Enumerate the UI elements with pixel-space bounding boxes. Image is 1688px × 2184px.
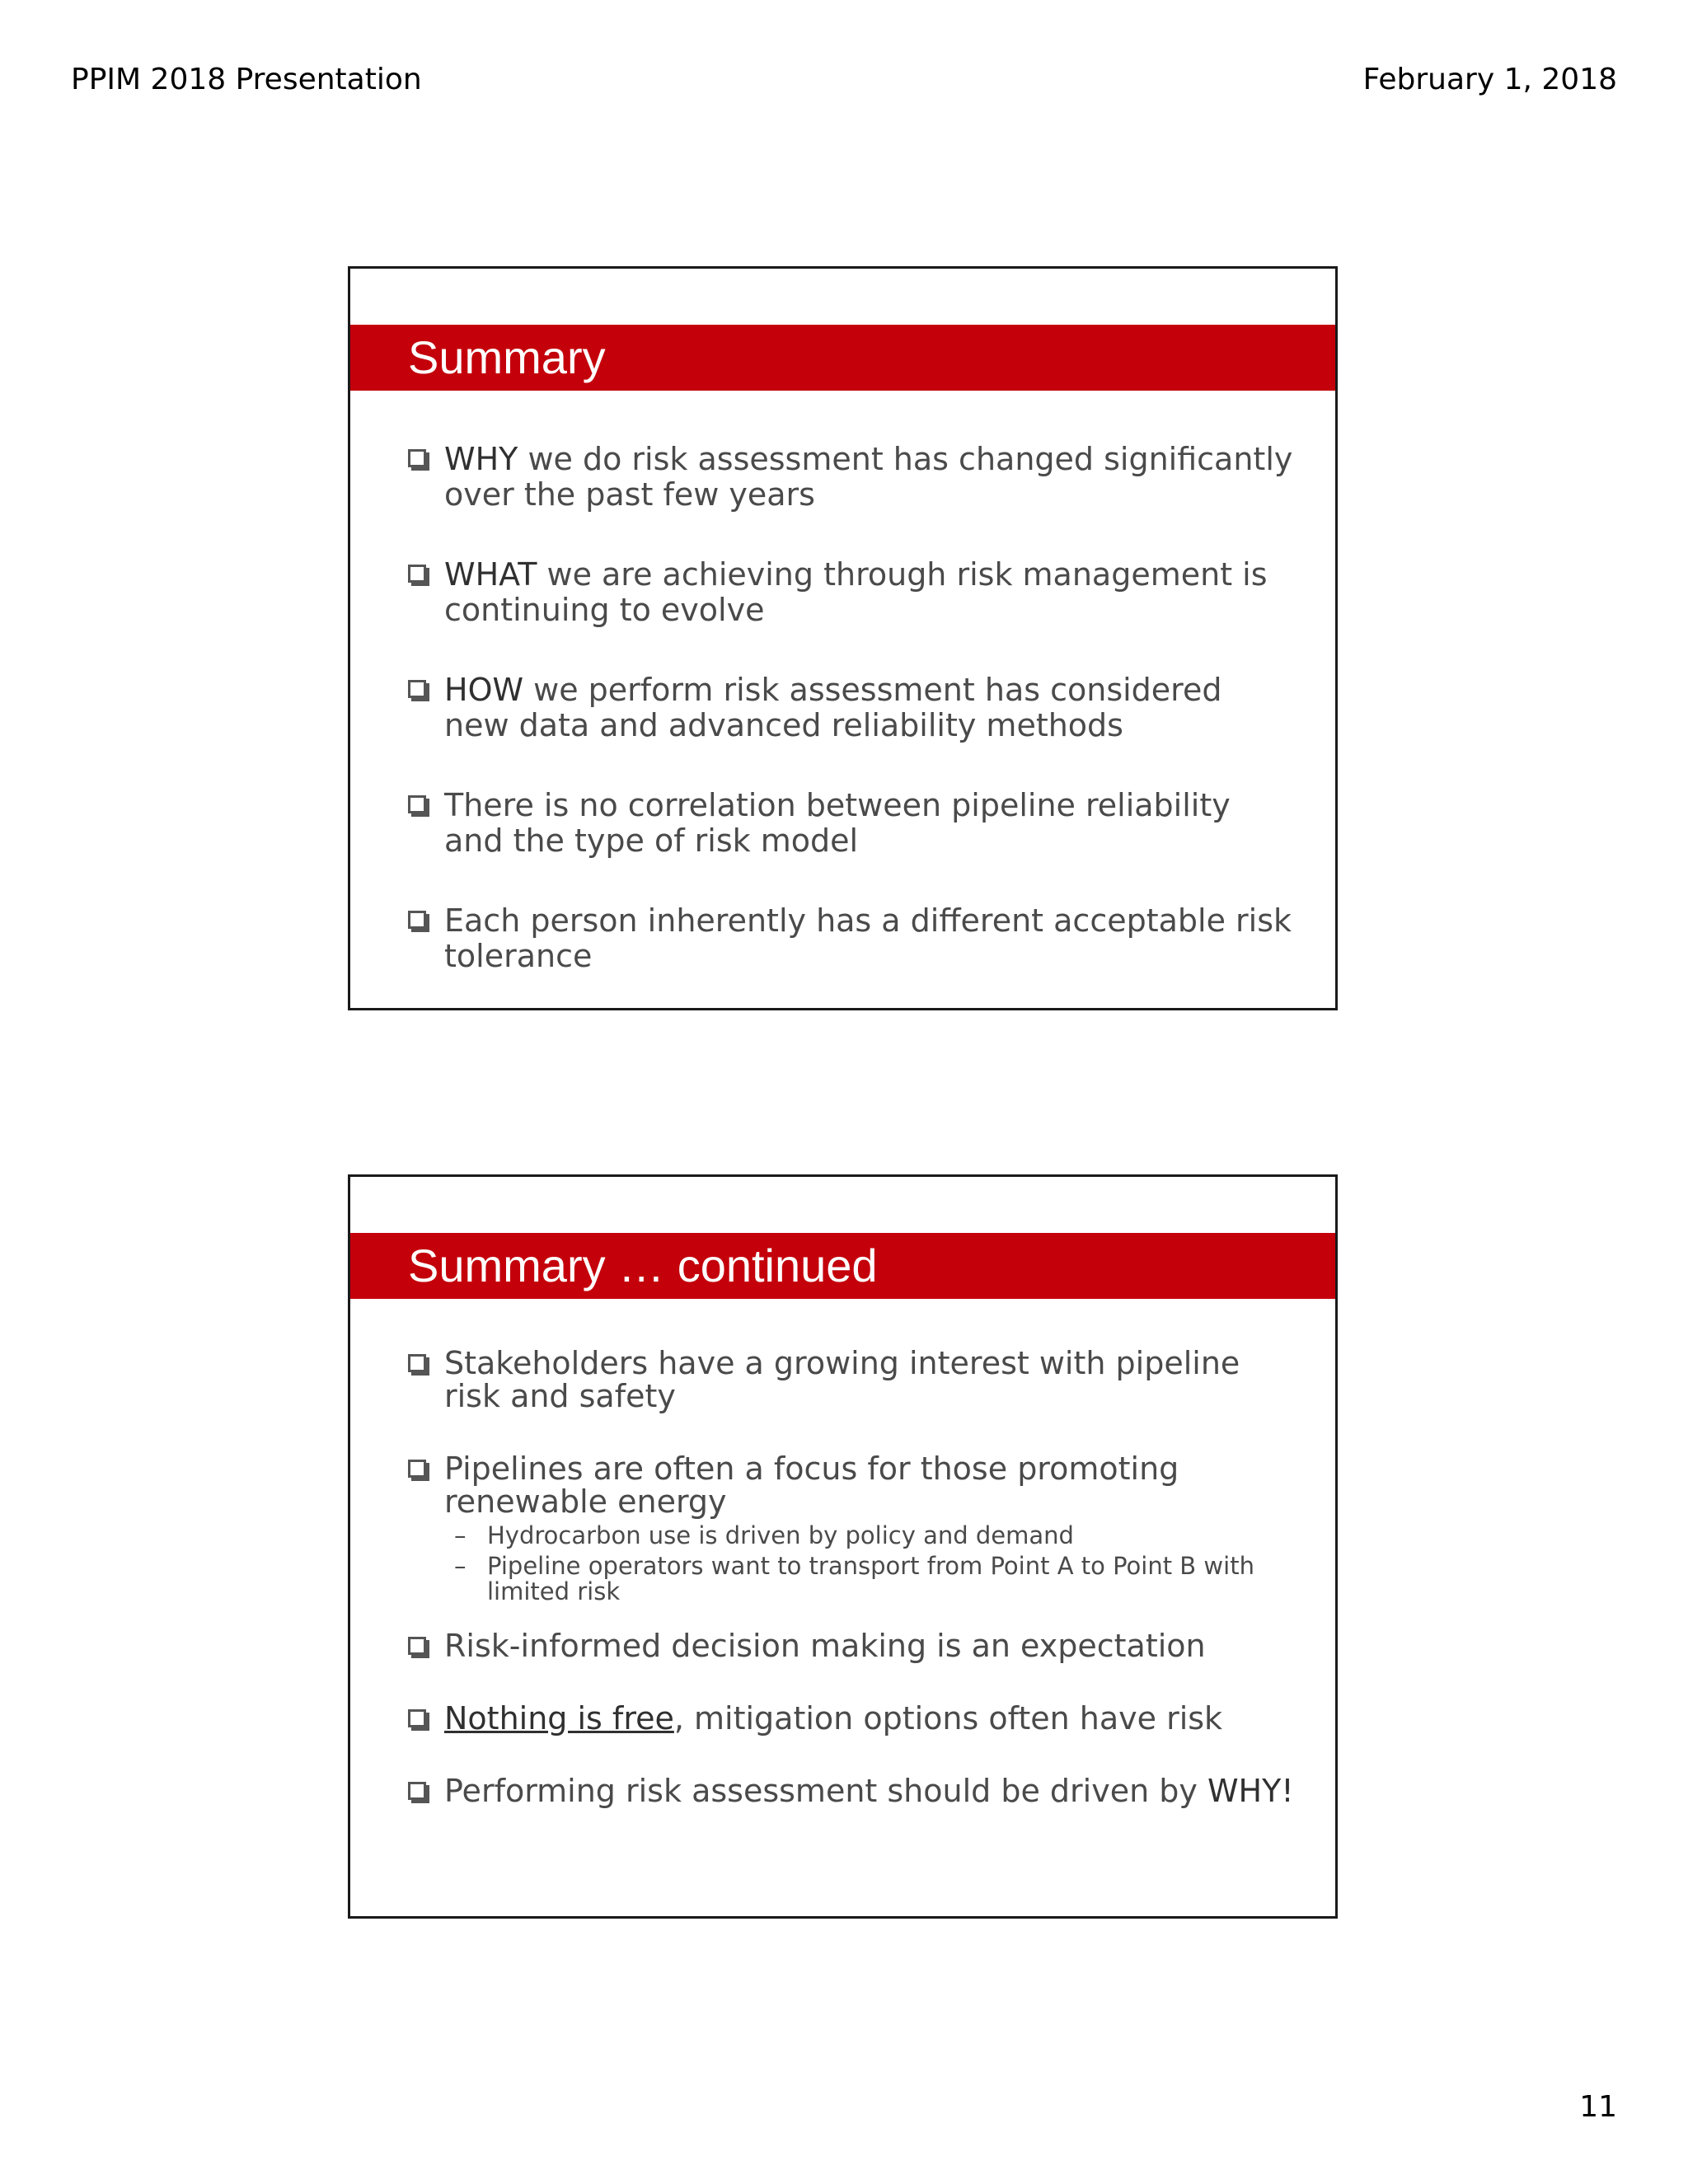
bullet-list: [408, 442, 1294, 1019]
list-item: [408, 1629, 1294, 1662]
slide-title: Summary: [408, 331, 606, 383]
page-header-date: February 1, 2018: [1362, 63, 1617, 96]
bullet-text: Pipelines are often a focus for those promoting renewable energy: [444, 1451, 1179, 1520]
checkbox-bullet-icon: [408, 565, 426, 583]
list-item: [408, 903, 1294, 974]
page-header-title: PPIM 2018 Presentation: [71, 63, 422, 96]
sub-list-item: [444, 1554, 1294, 1605]
bullet-list: [408, 1347, 1294, 1847]
bullet-text: we perform risk assessment has considered new data and advanced reliability methods: [444, 672, 1222, 743]
slide-title-bar: [350, 1233, 1335, 1299]
sub-bullet-text: Hydrocarbon use is driven by policy and demand: [487, 1521, 1074, 1549]
bullet-text: we do risk assessment has changed significantly over the past few years: [444, 441, 1293, 513]
list-item: [408, 557, 1294, 628]
list-item: [408, 1347, 1294, 1413]
slide-summary-continued: [348, 1174, 1338, 1919]
list-item: [408, 673, 1294, 743]
bullet-text: Stakeholders have a growing interest with pipeline risk and safety: [444, 1345, 1240, 1414]
checkbox-bullet-icon: [408, 1709, 426, 1727]
bullet-lead: Nothing is free: [444, 1700, 674, 1736]
slide-summary: [348, 266, 1338, 1010]
sub-list-item: [444, 1523, 1294, 1549]
checkbox-bullet-icon: [408, 1782, 426, 1800]
checkbox-bullet-icon: [408, 449, 426, 467]
list-item: [408, 1702, 1294, 1735]
dash-icon: –: [454, 1521, 467, 1549]
list-item: [408, 1452, 1294, 1605]
slide-title-bar: [350, 325, 1335, 391]
list-item: [408, 442, 1294, 513]
checkbox-bullet-icon: [408, 680, 426, 698]
checkbox-bullet-icon: [408, 1354, 426, 1372]
bullet-text: There is no correlation between pipeline reliability and the type of risk model: [444, 787, 1231, 859]
bullet-text: Risk-informed decision making is an expectation: [444, 1628, 1206, 1664]
bullet-tail: WHY!: [1207, 1773, 1294, 1809]
bullet-text: , mitigation options often have risk: [673, 1700, 1223, 1736]
checkbox-bullet-icon: [408, 911, 426, 929]
sub-bullet-text: Pipeline operators want to transport from Point A to Point B with limited risk: [487, 1552, 1254, 1605]
sub-bullet-list: [444, 1523, 1294, 1605]
checkbox-bullet-icon: [408, 795, 426, 813]
bullet-text: we are achieving through risk management is continuing to evolve: [444, 556, 1268, 628]
list-item: [408, 1774, 1294, 1807]
checkbox-bullet-icon: [408, 1637, 426, 1655]
slide-title: Summary … continued: [408, 1240, 878, 1291]
dash-icon: –: [454, 1552, 467, 1580]
bullet-lead: WHAT: [444, 556, 537, 593]
list-item: [408, 788, 1294, 859]
bullet-lead: WHY: [444, 441, 518, 477]
bullet-text: Each person inherently has a different acceptable risk tolerance: [444, 902, 1292, 974]
page-number: 11: [1579, 2090, 1617, 2124]
checkbox-bullet-icon: [408, 1460, 426, 1478]
bullet-text: Performing risk assessment should be driven by: [444, 1773, 1207, 1809]
bullet-lead: HOW: [444, 672, 524, 708]
